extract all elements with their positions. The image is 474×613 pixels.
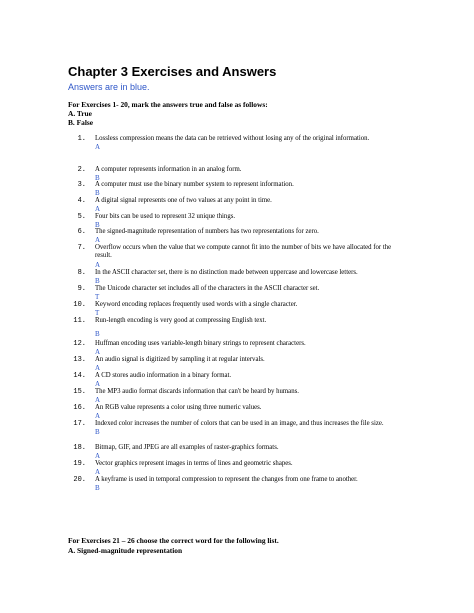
answer-label: B xyxy=(95,330,100,339)
question-body xyxy=(95,420,395,437)
question-number: 12. xyxy=(73,340,86,348)
question-number: 9. xyxy=(77,285,86,293)
question-body xyxy=(95,340,395,357)
question-body xyxy=(95,476,395,493)
question-text: A CD stores audio information in a binary format. xyxy=(95,372,232,379)
question-number: 20. xyxy=(73,476,86,484)
answer-label: B xyxy=(95,174,100,183)
question-text: The MP3 audio format discards information that can't be heard by humans. xyxy=(95,388,299,395)
question-number: 18. xyxy=(73,444,86,452)
question-body xyxy=(95,372,395,389)
answer-label: A xyxy=(95,468,101,477)
next-section-instruction: For Exercises 21 – 26 choose the correct word for the following list. xyxy=(68,536,279,545)
question-number: 4. xyxy=(77,197,86,205)
answer-label: B xyxy=(95,189,100,198)
question-number: 8. xyxy=(77,269,86,277)
answer-label: A xyxy=(95,143,101,152)
question-text: An audio signal is digitized by sampling it at regular intervals. xyxy=(95,356,265,363)
answer-label: A xyxy=(95,236,101,245)
answer-label: B xyxy=(95,221,100,230)
question-body xyxy=(95,244,395,269)
question-body xyxy=(95,444,395,461)
question-text: Indexed color increases the number of colors that can be used in an image, and thus increases the file size. xyxy=(95,420,384,427)
question-text: A computer represents information in an analog form. xyxy=(95,166,242,173)
page-title: Chapter 3 Exercises and Answers xyxy=(68,64,277,79)
question-text: A keyframe is used in temporal compression to represent the changes from one frame to another. xyxy=(95,476,358,483)
question-number: 10. xyxy=(73,301,86,309)
question-text: Four bits can be used to represent 32 unique things. xyxy=(95,213,236,220)
question-text: In the ASCII character set, there is no distinction made between uppercase and lowercase letters. xyxy=(95,269,358,276)
question-text: Vector graphics represent images in terms of lines and geometric shapes. xyxy=(95,460,293,467)
question-body xyxy=(95,269,395,286)
question-number: 11. xyxy=(73,317,86,325)
answer-label: A xyxy=(95,260,101,269)
question-body xyxy=(95,301,395,318)
question-text: A computer must use the binary number system to represent information. xyxy=(95,181,294,188)
page-subtitle: Answers are in blue. xyxy=(68,82,150,92)
question-text: The Unicode character set includes all of the characters in the ASCII character set. xyxy=(95,285,320,292)
answer-label: T xyxy=(95,293,100,302)
question-text: The signed-magnitude representation of numbers has two representations for zero. xyxy=(95,228,319,235)
question-number: 6. xyxy=(77,228,86,236)
instructions xyxy=(68,101,268,128)
question-body xyxy=(95,181,395,198)
question-number: 1. xyxy=(77,135,86,143)
answer-label: A xyxy=(95,348,101,357)
answer-label: B xyxy=(95,277,100,286)
question-text: Run-length encoding is very good at compressing English text. xyxy=(95,317,267,324)
question-body xyxy=(95,197,395,214)
answer-label: B xyxy=(95,484,100,493)
option-b-label: B. False xyxy=(68,117,94,127)
question-text: Keyword encoding replaces frequently used words with a single character. xyxy=(95,301,298,308)
question-body xyxy=(95,460,395,477)
question-text: Lossless compression means the data can be retrieved without losing any of the original information. xyxy=(95,135,370,142)
answer-label: A xyxy=(95,452,101,461)
answer-label: A xyxy=(95,396,101,405)
answer-label: T xyxy=(95,309,100,318)
question-body xyxy=(95,356,395,373)
question-text: An RGB value represents a color using three numeric values. xyxy=(95,404,262,411)
question-number: 2. xyxy=(77,166,86,174)
question-text: Bitmap, GIF, and JPEG are all examples of raster-graphics formats. xyxy=(95,444,279,451)
answer-label: A xyxy=(95,412,101,421)
question-number: 16. xyxy=(73,404,86,412)
next-section-option-a: A. Signed-magnitude representation xyxy=(68,545,183,555)
question-number: 13. xyxy=(73,356,86,364)
question-body xyxy=(95,404,395,421)
question-text: Huffman encoding uses variable-length binary strings to represent characters. xyxy=(95,340,306,347)
answer-label: A xyxy=(95,205,101,214)
instruction-text: For Exercises 1- 20, mark the answers true and false as follows: xyxy=(68,100,268,109)
question-number: 3. xyxy=(77,181,86,189)
question-body xyxy=(95,135,395,152)
question-number: 17. xyxy=(73,420,86,428)
question-body xyxy=(95,317,395,339)
question-text: A digital signal represents one of two values at any point in time. xyxy=(95,197,272,204)
question-number: 15. xyxy=(73,388,86,396)
question-number: 14. xyxy=(73,372,86,380)
option-a-label: A. True xyxy=(68,108,92,118)
question-body xyxy=(95,388,395,405)
question-text: Overflow occurs when the value that we compute cannot fit into the number of bits we have allocated for the result. xyxy=(95,244,392,260)
answer-label: B xyxy=(95,428,100,437)
answer-label: A xyxy=(95,364,101,373)
question-number: 5. xyxy=(77,213,86,221)
question-number: 19. xyxy=(73,460,86,468)
question-body xyxy=(95,228,395,245)
question-number: 7. xyxy=(77,244,86,252)
answer-label: A xyxy=(95,380,101,389)
question-body xyxy=(95,285,395,302)
next-section xyxy=(68,536,279,555)
